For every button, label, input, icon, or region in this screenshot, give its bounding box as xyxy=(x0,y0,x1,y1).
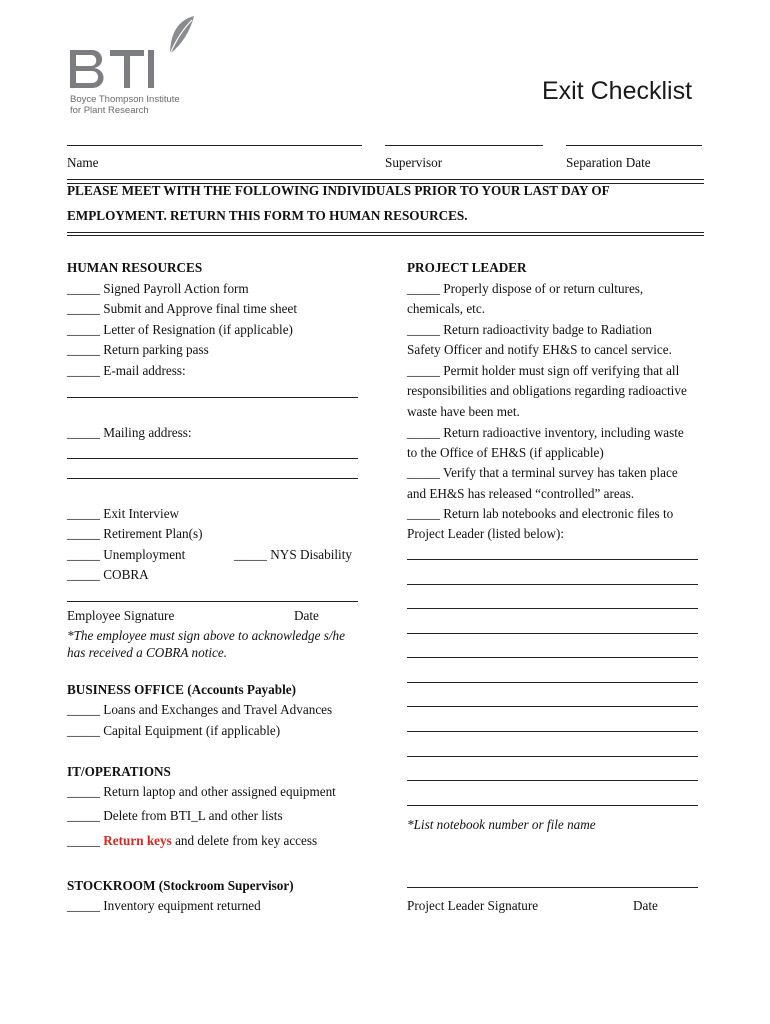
item-label: Loans and Exchanges and Travel Advances xyxy=(103,702,333,717)
pl-line[interactable] xyxy=(407,363,679,379)
checkbox-blank: _____ xyxy=(67,547,100,562)
it-operations-heading: IT/OPERATIONS xyxy=(67,764,171,779)
hr-mailing-item[interactable] xyxy=(67,425,192,441)
pl-line[interactable] xyxy=(407,506,673,522)
notice-line-1: PLEASE MEET WITH THE FOLLOWING INDIVIDUALS PRIOR TO YOUR LAST DAY OF xyxy=(67,183,610,198)
hr-item[interactable] xyxy=(67,281,249,297)
pl-line: Project Leader (listed below): xyxy=(407,526,565,541)
cobra-note-line-2: has received a COBRA notice. xyxy=(67,645,228,660)
hr-item-label: Letter of Resignation (if applicable) xyxy=(103,322,293,337)
business-office-item[interactable] xyxy=(67,702,332,718)
hr-item[interactable] xyxy=(67,526,203,542)
hr-item-label: Return parking pass xyxy=(103,342,209,357)
hr-item-label: Retirement Plan(s) xyxy=(103,526,203,541)
separation-date-label: Separation Date xyxy=(566,155,651,170)
mailing-address-line-2[interactable] xyxy=(67,478,358,479)
employee-date-label: Date xyxy=(294,608,319,623)
institute-name-line2: for Plant Research xyxy=(70,105,149,116)
notebook-line[interactable] xyxy=(407,657,698,658)
checkbox-blank: _____ xyxy=(67,723,100,738)
employee-signature-label: Employee Signature xyxy=(67,608,175,623)
it-item-return-keys[interactable] xyxy=(67,833,317,849)
checkbox-blank: _____ xyxy=(407,281,440,296)
checkbox-blank: _____ xyxy=(67,898,100,913)
pl-line[interactable] xyxy=(407,425,684,441)
notebook-line[interactable] xyxy=(407,731,698,732)
hr-item[interactable] xyxy=(67,301,297,317)
stockroom-heading: STOCKROOM (Stockroom Supervisor) xyxy=(67,878,294,893)
return-keys-label: Return keys xyxy=(103,833,172,848)
project-leader-signature-label: Project Leader Signature xyxy=(407,898,539,913)
mailing-address-line-1[interactable] xyxy=(67,458,358,459)
hr-item-label: Exit Interview xyxy=(103,506,180,521)
hr-item-label: COBRA xyxy=(103,567,149,582)
item-label: Delete from BTI_L and other lists xyxy=(103,808,283,823)
notebook-line[interactable] xyxy=(407,608,698,609)
checkbox-blank: _____ xyxy=(67,833,100,848)
hr-item-label: NYS Disability xyxy=(270,547,352,562)
separation-date-field-line[interactable] xyxy=(566,145,702,146)
pl-line: to the Office of EH&S (if applicable) xyxy=(407,445,604,460)
notebook-line[interactable] xyxy=(407,633,698,634)
business-office-item[interactable] xyxy=(67,723,280,739)
hr-item[interactable] xyxy=(67,567,149,583)
pl-line[interactable] xyxy=(407,322,652,338)
pl-line: Safety Officer and notify EH&S to cancel service. xyxy=(407,342,672,357)
hr-item-label: Unemployment xyxy=(103,547,186,562)
checkbox-blank: _____ xyxy=(67,363,100,378)
hr-item[interactable] xyxy=(67,342,209,358)
checkbox-blank: _____ xyxy=(67,425,100,440)
stockroom-item[interactable] xyxy=(67,898,261,914)
item-label: Inventory equipment returned xyxy=(103,898,261,913)
name-field-line[interactable] xyxy=(67,145,362,146)
supervisor-label: Supervisor xyxy=(385,155,443,170)
hr-item-label: E-mail address: xyxy=(103,363,186,378)
pl-line: responsibilities and obligations regarding radioactive xyxy=(407,383,687,398)
project-leader-heading: PROJECT LEADER xyxy=(407,260,527,275)
checkbox-blank: _____ xyxy=(67,342,100,357)
name-label: Name xyxy=(67,155,99,170)
hr-heading: HUMAN RESOURCES xyxy=(67,260,203,275)
checkbox-blank: _____ xyxy=(407,425,440,440)
hr-item-label: Mailing address: xyxy=(103,425,192,440)
item-label: Return laptop and other assigned equipment xyxy=(103,784,336,799)
notebook-line[interactable] xyxy=(407,780,698,781)
notebook-line[interactable] xyxy=(407,805,698,806)
pl-line: and EH&S has released “controlled” areas. xyxy=(407,486,635,501)
item-label: Capital Equipment (if applicable) xyxy=(103,723,281,738)
notebook-line[interactable] xyxy=(407,706,698,707)
notebook-note: *List notebook number or file name xyxy=(407,817,596,832)
hr-item[interactable] xyxy=(67,363,186,379)
employee-signature-line[interactable] xyxy=(67,601,358,602)
checkbox-blank: _____ xyxy=(67,281,100,296)
pl-line: waste have been met. xyxy=(407,404,520,419)
pl-line-text: Return radioactive inventory, including waste xyxy=(443,425,684,440)
checkbox-blank: _____ xyxy=(67,506,100,521)
supervisor-field-line[interactable] xyxy=(385,145,543,146)
hr-nys-disability-item[interactable] xyxy=(234,547,352,563)
email-address-line[interactable] xyxy=(67,397,358,398)
bti-logo xyxy=(66,14,206,114)
pl-line-text: Return radioactivity badge to Radiation xyxy=(443,322,653,337)
checkbox-blank: _____ xyxy=(67,702,100,717)
notice-bottom-rule xyxy=(67,232,704,236)
checkbox-blank: _____ xyxy=(234,547,267,562)
checkbox-blank: _____ xyxy=(407,506,440,521)
bti-wordmark-icon xyxy=(66,44,206,94)
checkbox-blank: _____ xyxy=(67,784,100,799)
checkbox-blank: _____ xyxy=(407,363,440,378)
checkbox-blank: _____ xyxy=(67,808,100,823)
checkbox-blank: _____ xyxy=(407,465,440,480)
it-item[interactable] xyxy=(67,784,336,800)
hr-item-label: Submit and Approve final time sheet xyxy=(103,301,298,316)
pl-line-text: Return lab notebooks and electronic files to xyxy=(443,506,674,521)
project-leader-date-label: Date xyxy=(633,898,658,913)
checkbox-blank: _____ xyxy=(67,567,100,582)
pl-line-text: Permit holder must sign off verifying that all xyxy=(443,363,680,378)
hr-item[interactable] xyxy=(67,322,293,338)
checkbox-blank: _____ xyxy=(67,322,100,337)
checkbox-blank: _____ xyxy=(407,322,440,337)
hr-item-label: Signed Payroll Action form xyxy=(103,281,249,296)
notebook-line[interactable] xyxy=(407,584,698,585)
pl-line: chemicals, etc. xyxy=(407,301,485,316)
it-item[interactable] xyxy=(67,808,283,824)
hr-item[interactable] xyxy=(67,547,185,563)
pl-line[interactable] xyxy=(407,281,643,297)
pl-line[interactable] xyxy=(407,465,678,481)
pl-line-text: Verify that a terminal survey has taken place xyxy=(443,465,678,480)
return-keys-rest-label: and delete from key access xyxy=(171,833,318,848)
notebook-line[interactable] xyxy=(407,682,698,683)
page-title: Exit Checklist xyxy=(542,77,693,105)
checkbox-blank: _____ xyxy=(67,301,100,316)
hr-item[interactable] xyxy=(67,506,179,522)
cobra-note-line-1: *The employee must sign above to acknowledge s/he xyxy=(67,628,345,643)
business-office-heading: BUSINESS OFFICE (Accounts Payable) xyxy=(67,682,296,697)
checkbox-blank: _____ xyxy=(67,526,100,541)
notebook-line[interactable] xyxy=(407,756,698,757)
notebook-line[interactable] xyxy=(407,559,698,560)
institute-name-line1: Boyce Thompson Institute xyxy=(70,94,180,105)
project-leader-signature-line[interactable] xyxy=(407,887,698,888)
notice-line-2: EMPLOYMENT. RETURN THIS FORM TO HUMAN RESOURCES. xyxy=(67,208,468,223)
pl-line-text: Properly dispose of or return cultures, xyxy=(443,281,644,296)
